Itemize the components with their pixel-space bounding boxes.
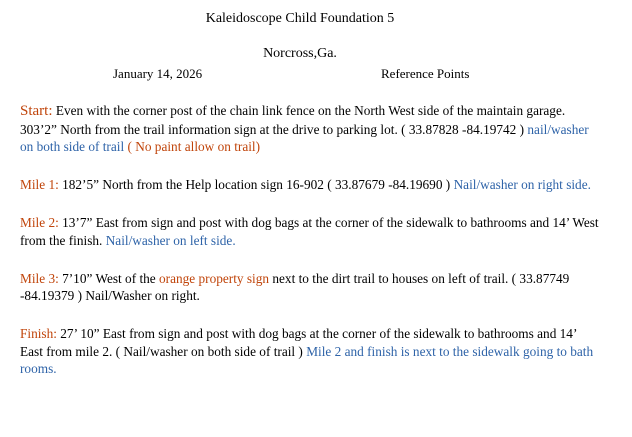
entry-mile-3-highlight: orange property sign [159,270,270,286]
entry-mile-2 [20,214,600,249]
entry-start-text: Even with the corner post of the chain link fence on the North West side of the maintain garage. 303’2” North from the trail information sign at the drive to parking lot. ( 33.87828 -84.19742 ) [20,103,566,137]
document-date: January 14, 2026 [113,66,203,81]
entry-mile-1-label: Mile 1: [20,177,59,192]
entry-finish-note: Mile 2 and finish is next to the sidewalk going to bath rooms. [20,343,594,376]
entry-mile-3-text-before: 7’10” West of the [58,270,160,286]
entry-start-label: Start: [20,103,53,119]
entry-mile-3 [20,270,600,305]
entry-mile-1-note: Nail/washer on right side. [453,177,591,192]
entry-finish-label: Finish: [20,326,57,341]
entry-start-warning: ( No paint allow on trail) [124,139,261,154]
entry-mile-2-label: Mile 2: [20,215,59,230]
entry-mile-2-note: Nail/washer on left side. [105,232,236,248]
entry-finish [20,325,600,378]
entry-start [20,102,600,156]
entry-finish-text: 27’ 10” East from sign and post with dog bags at the corner of the sidewalk to bathrooms and 14’ East from mile 2. ( Nail/washer on both side of trail ) [20,326,577,359]
entry-mile-1-text: 182’5” North from the Help location sign 16-902 ( 33.87679 -84.19690 ) [58,177,454,192]
document-subtitle: Reference Points [381,66,470,81]
entry-mile-1 [20,176,600,194]
entry-mile-2-text: 13’7” East from sign and post with dog bags at the corner of the sidewalk to bathrooms and 14’ West from the finish. [20,215,599,248]
entry-start-note: nail/washer on both side of trail [20,121,589,154]
reference-points-list [20,102,600,398]
entry-mile-3-text-after: next to the dirt trail to houses on left of trail. ( 33.87749 -84.19379 ) Nail/Washer on right. [20,270,570,303]
document-title: Kaleidoscope Child Foundation 5 [205,11,395,26]
location-line: Norcross,Ga. [263,46,337,61]
entry-mile-3-label: Mile 3: [20,270,59,286]
